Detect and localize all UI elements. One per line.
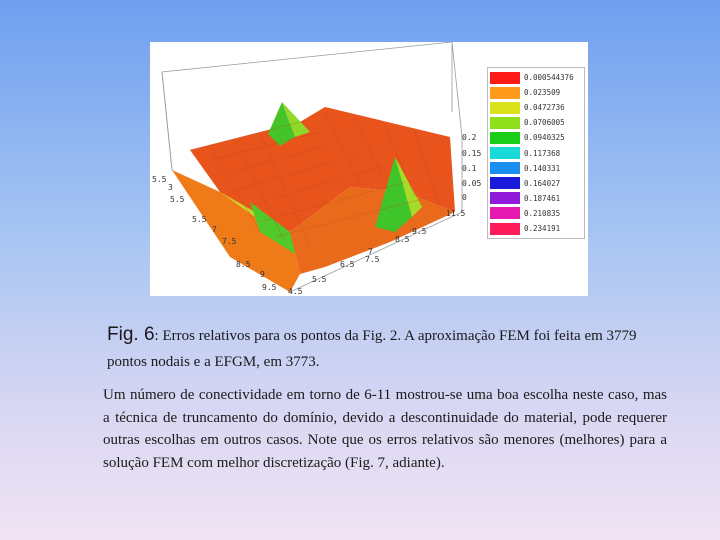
legend-swatch (490, 102, 520, 114)
color-legend (487, 67, 585, 239)
legend-swatch (490, 147, 520, 159)
front-axis-tick: 5.5 (312, 275, 327, 284)
legend-entry (490, 116, 582, 129)
legend-label: 0.023509 (524, 88, 561, 98)
legend-swatch (490, 87, 520, 99)
z-tick: 0 (462, 193, 467, 202)
left-axis-tick: 5.5 (192, 215, 207, 224)
left-axis-tick: 5.5 (170, 195, 185, 204)
front-axis-tick: 7 (368, 247, 373, 256)
z-tick: 0.1 (462, 164, 477, 173)
legend-label: 0.117368 (524, 148, 561, 158)
legend-entry (490, 192, 582, 205)
legend-swatch (490, 207, 520, 219)
legend-swatch (490, 117, 520, 129)
legend-label: 0.0940325 (524, 133, 565, 143)
legend-entry (490, 222, 582, 235)
left-axis-label: 4.5 (288, 287, 303, 296)
left-axis-tick: 8.5 (236, 260, 251, 269)
body-paragraph: Um número de conectividade em torno de 6-11 mostrou-se uma boa escolha neste caso, mas a técnica de truncamento do domínio, devido a descontinuidade do material, pode requerer outras escolhas em outros casos. Note que os erros relativos são menores (melhores) para a solução FEM com melhor discretização (Fig. 7, adiante). (103, 387, 667, 471)
legend-entry (490, 147, 582, 160)
legend-entry (490, 177, 582, 190)
caption-text: : Erros relativos para os pontos da Fig. 2. A aproximação FEM foi feita em 3779 pontos nodais e a EFGM, em 3773. (107, 328, 637, 370)
legend-label: 0.0706005 (524, 118, 565, 128)
left-axis-tick: 3 (168, 183, 173, 192)
front-axis-tick: 7.5 (365, 255, 380, 264)
legend-entry (490, 86, 582, 99)
z-tick: 0.2 (462, 133, 477, 142)
front-axis-tick: 11.5 (446, 209, 466, 218)
legend-entry (490, 71, 582, 84)
left-axis-tick: 7.5 (222, 237, 237, 246)
z-tick: 0.15 (462, 149, 482, 158)
legend-entry (490, 131, 582, 144)
left-axis-tick: 9 (260, 270, 265, 279)
legend-label: 0.140331 (524, 163, 561, 173)
legend-swatch (490, 223, 520, 235)
left-axis-tick: 9.5 (262, 283, 277, 292)
legend-swatch (490, 162, 520, 174)
legend-swatch (490, 192, 520, 204)
legend-entry (490, 101, 582, 114)
left-axis-tick: 5.5 (152, 175, 167, 184)
legend-swatch (490, 72, 520, 84)
legend-swatch (490, 177, 520, 189)
figure-label: Fig. 6 (107, 324, 155, 345)
left-axis-tick: 7 (212, 225, 217, 234)
legend-label: 0.234191 (524, 224, 561, 233)
legend-entry (490, 162, 582, 175)
front-axis-tick: 8.5 (395, 235, 410, 244)
front-axis-tick: 6.5 (340, 260, 355, 269)
legend-swatch (490, 132, 520, 144)
front-axis-tick: 9.5 (412, 227, 427, 236)
legend-label: 0.164027 (524, 178, 561, 188)
legend-label: 0.187461 (524, 193, 561, 203)
error-surface-figure (150, 42, 588, 296)
legend-label: 0.210835 (524, 208, 561, 218)
legend-entry (490, 207, 582, 220)
z-tick: 0.05 (462, 179, 482, 188)
figure-caption (107, 322, 667, 375)
legend-label: 0.000544376 (524, 73, 574, 82)
legend-label: 0.0472736 (524, 103, 565, 113)
